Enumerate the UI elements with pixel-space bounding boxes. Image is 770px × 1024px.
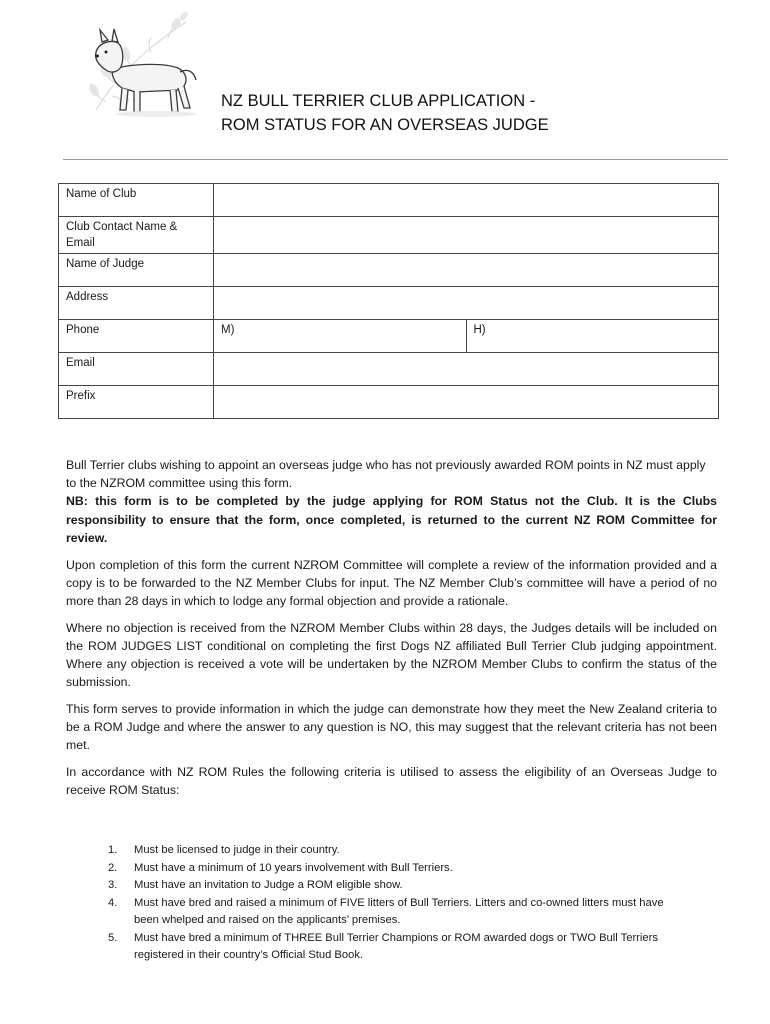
criteria-text: Must have bred and raised a minimum of FIVE litters of Bull Terriers. Litters and co-owned litters must have been whelped and raised on the applicants’ premises.: [134, 896, 664, 926]
form-row-phone: [59, 320, 719, 353]
application-form-table: [58, 183, 719, 419]
phone-home-field[interactable]: H): [466, 320, 719, 353]
form-row-club: [59, 184, 719, 217]
nb-notice: NB: this form is to be completed by the judge applying for ROM Status not the Club. It is the Clubs responsibility to ensure that the form, once completed, is returned to the current NZ ROM Committee for review.: [66, 494, 717, 545]
title-line-2: ROM STATUS FOR AN OVERSEAS JUDGE: [221, 116, 549, 134]
form-row-judge: [59, 254, 719, 287]
criteria-intro-paragraph: In accordance with NZ ROM Rules the following criteria is utilised to assess the eligibility of an Overseas Judge to receive ROM Status:: [66, 765, 717, 798]
criteria-number: 4.: [108, 896, 118, 909]
criteria-list: [108, 842, 678, 965]
email-label: Email: [59, 353, 214, 386]
criteria-text: Must have an invitation to Judge a ROM eligible show.: [134, 879, 403, 891]
criteria-number: 2.: [108, 861, 118, 874]
criteria-item: [108, 860, 678, 878]
judge-name-label: Name of Judge: [59, 254, 214, 287]
criteria-item: [108, 895, 678, 930]
club-contact-label: Club Contact Name & Email: [59, 217, 214, 254]
email-field[interactable]: [214, 353, 719, 386]
criteria-item: [108, 877, 678, 895]
criteria-number: 1.: [108, 844, 118, 856]
prefix-label: Prefix: [59, 386, 214, 419]
criteria-text: Must have bred a minimum of THREE Bull Terrier Champions or ROM awarded dogs or TWO Bull Terriers registered in their country’s Official Stud Book.: [134, 931, 658, 961]
criteria-text: Must have a minimum of 10 years involvement with Bull Terriers.: [134, 861, 453, 874]
phone-label: Phone: [59, 320, 214, 353]
criteria-item: [108, 842, 678, 860]
club-contact-field[interactable]: [214, 217, 719, 254]
purpose-paragraph: This form serves to provide information in which the judge can demonstrate how they meet the New Zealand criteria to be a ROM Judge and where the answer to any question is NO, this may suggest that the relevant criteria has not been met.: [66, 701, 717, 753]
criteria-number: 3.: [108, 879, 118, 891]
objection-paragraph: Where no objection is received from the NZROM Member Clubs within 28 days, the Judges details will be included on the ROM JUDGES LIST conditional on completing the first Dogs NZ affiliated Bull Terrier Club judging appointment. Where any objection is received a vote will be undertaken by the NZROM Member Clubs to confirm the status of the submission.: [66, 620, 717, 690]
judge-name-field[interactable]: [214, 254, 719, 287]
document-title: [221, 89, 549, 137]
club-name-label: Name of Club: [59, 184, 214, 217]
intro-paragraph: [66, 456, 717, 547]
form-row-email: [59, 353, 719, 386]
criteria-number: 5.: [108, 931, 118, 944]
form-row-prefix: [59, 386, 719, 419]
form-row-address: [59, 287, 719, 320]
intro-text: Bull Terrier clubs wishing to appoint an overseas judge who has not previously awarded ROM points in NZ must apply to the NZROM committee using this form.: [66, 458, 706, 491]
criteria-text: Must be licensed to judge in their country.: [134, 844, 340, 856]
club-name-field[interactable]: [214, 184, 719, 217]
title-line-1: NZ BULL TERRIER CLUB APPLICATION -: [221, 92, 536, 110]
prefix-field[interactable]: [214, 386, 719, 419]
header-divider: [63, 159, 728, 160]
address-label: Address: [59, 287, 214, 320]
instructions-body: [66, 456, 717, 808]
phone-mobile-field[interactable]: M): [214, 320, 467, 353]
review-paragraph: Upon completion of this form the current NZROM Committee will complete a review of the information provided and a copy is to be forwarded to the NZ Member Clubs for input. The NZ Member Club’s committee will have a period of no more than 28 days in which to lodge any formal objection and provide a rationale.: [66, 557, 717, 608]
address-field[interactable]: [214, 287, 719, 320]
bull-terrier-logo: [76, 10, 201, 125]
form-row-contact: [59, 217, 719, 254]
criteria-item: [108, 930, 678, 965]
